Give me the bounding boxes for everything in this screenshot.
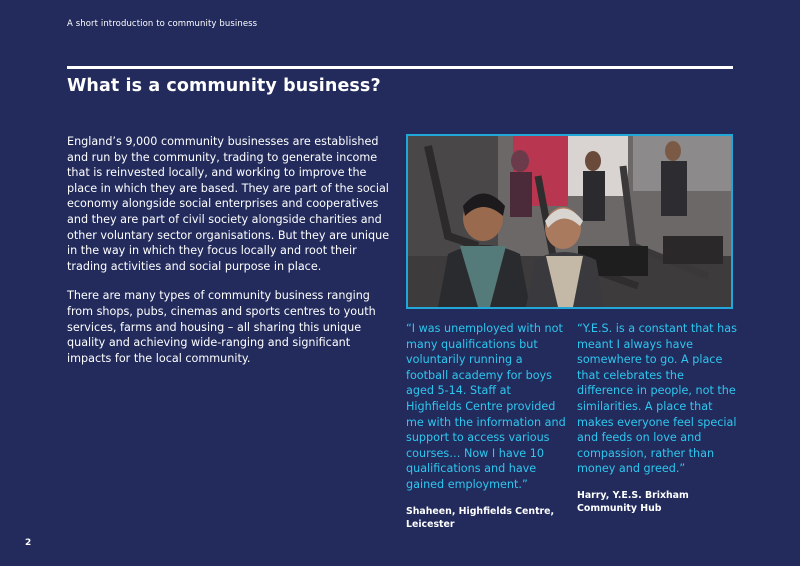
gym-photo-illustration <box>408 136 731 307</box>
attribution-name: Shaheen, Highfields Centre, <box>406 505 555 517</box>
quote-text: “I was unemployed with not many qualifications but voluntarily running a football academy for boys aged 5-14. Staff at Highfields Centre provided me with the information and support to access various courses… Now I have 10 qualifications and have gained employment.” <box>406 322 566 491</box>
intro-paragraph: England’s 9,000 community businesses are established and run by the community, trading to generate income that is reinvested locally, and working to improve the place in which they are based. They are part of the social economy alongside social enterprises and cooperatives and they are part of civil society alongside charities and other voluntary sector organisations. But they are unique in the way in which they focus locally and root their trading activities and social purpose in place. <box>67 135 390 273</box>
quote-attribution <box>406 505 566 532</box>
attribution-name: Harry, Y.E.S. Brixham <box>577 489 689 501</box>
gym-photo <box>406 134 733 309</box>
quote-text: “Y.E.S. is a constant that has meant I always have somewhere to go. A place that celebrates the difference in people, not the similarities. A place that makes everyone feel special and feeds on love and compassion, rather than money and greed.” <box>577 322 737 476</box>
intro-paragraph: There are many types of community business ranging from shops, pubs, cinemas and sports centres to youth services, farms and housing – all sharing this unique quality and achieving wide-ranging and significant impacts for the local community. <box>67 289 376 365</box>
quote-block-shaheen <box>406 321 566 531</box>
title-rule <box>67 66 733 69</box>
page-title: What is a community business? <box>67 76 381 96</box>
attribution-place: Leicester <box>406 518 455 530</box>
intro-text <box>67 134 397 380</box>
quote-block-harry <box>577 321 737 516</box>
attribution-place: Community Hub <box>577 503 662 515</box>
quote-attribution <box>577 489 737 516</box>
page-number: 2 <box>25 538 32 548</box>
running-title: A short introduction to community business <box>67 19 258 29</box>
